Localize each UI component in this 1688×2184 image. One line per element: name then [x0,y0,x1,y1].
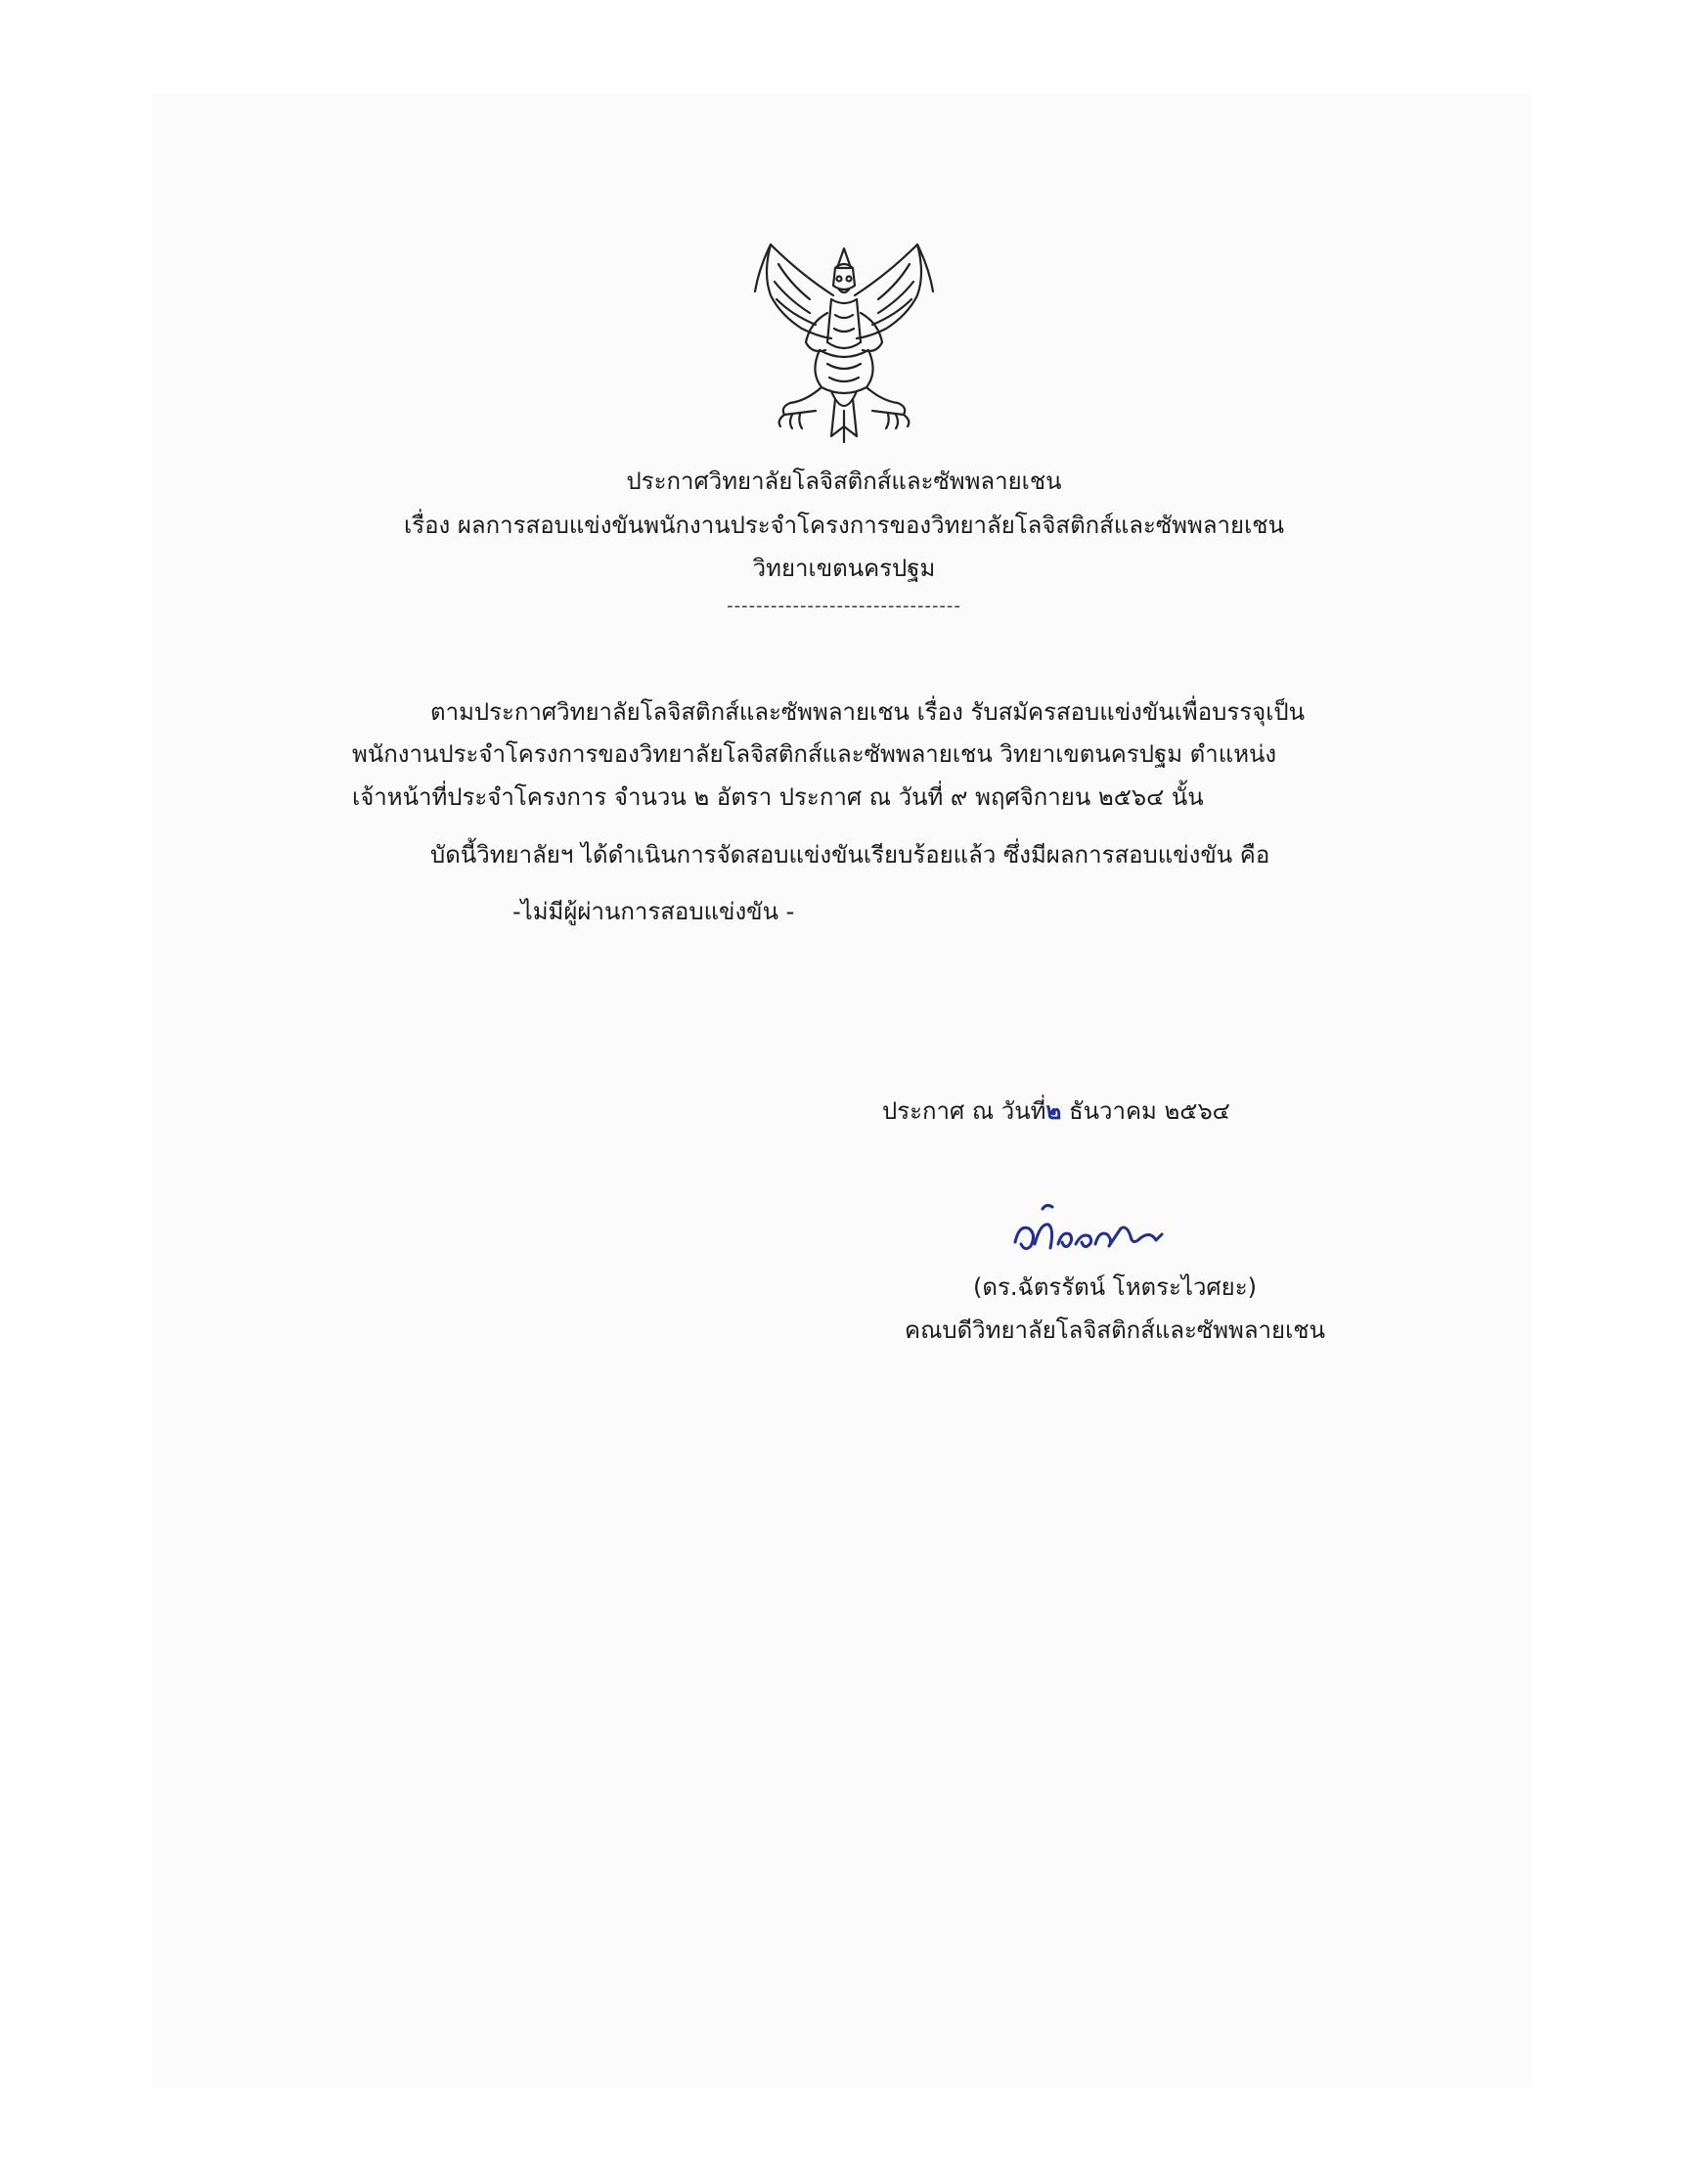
body-line-3: เจ้าหน้าที่ประจำโครงการ จำนวน ๒ อัตรา ประกาศ ณ วันที่ ๙ พฤศจิกายน ๒๕๖๔ นั้น [352,783,1204,811]
exam-result: -ไม่มีผู้ผ่านการสอบแข่งขัน - [512,898,795,925]
heading-divider: -------------------------------- [727,596,961,616]
announcement-title: ประกาศวิทยาลัยโลจิสติกส์และซัพพลายเชน [626,468,1062,495]
signer-name: (ดร.ฉัตรรัตน์ โหตระไวศยะ) [973,1273,1257,1301]
body-line-4: บัดนี้วิทยาลัยฯ ได้ดำเนินการจัดสอบแข่งขันเรียบร้อยแล้ว ซึ่งมีผลการสอบแข่งขัน คือ [430,841,1270,869]
handwritten-signature [1007,1195,1174,1264]
garuda-emblem-icon [741,235,947,450]
announcement-campus: วิทยาเขตนครปฐม [752,555,936,582]
announcement-date [882,1095,1230,1127]
body-line-2: พนักงานประจำโครงการของวิทยาลัยโลจิสติกส์และซัพพลายเชน วิทยาเขตนครปฐม ตำแหน่ง [352,740,1277,768]
date-prefix: ประกาศ ณ วันที่ [882,1097,1046,1125]
date-suffix: ธันวาคม ๒๕๖๔ [1061,1097,1230,1125]
date-day: ๒ [1045,1097,1062,1125]
body-line-1: ตามประกาศวิทยาลัยโลจิสติกส์และซัพพลายเชน เรื่อง รับสมัครสอบแข่งขันเพื่อบรรจุเป็น [430,698,1306,726]
signer-title: คณบดีวิทยาลัยโลจิสติกส์และซัพพลายเชน [905,1316,1325,1344]
announcement-subject: เรื่อง ผลการสอบแข่งขันพนักงานประจำโครงการของวิทยาลัยโลจิสติกส์และซัพพลายเชน [404,512,1284,539]
